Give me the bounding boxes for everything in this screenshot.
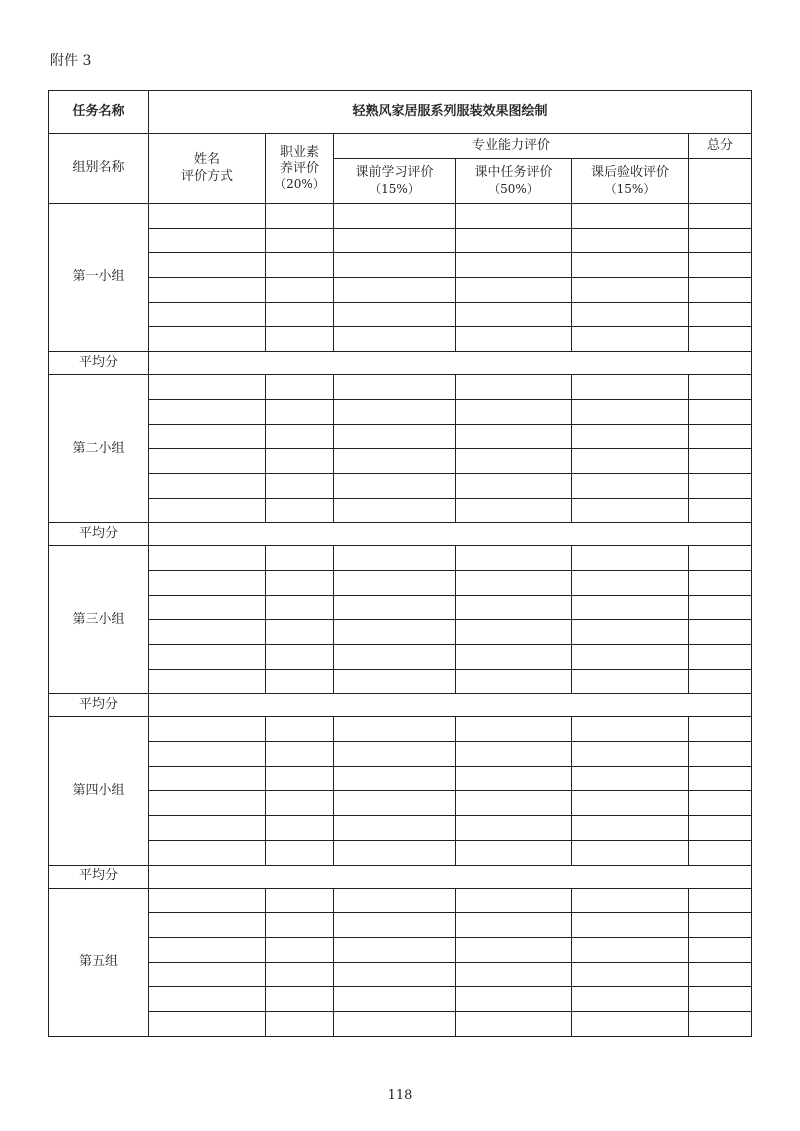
- score-cell[interactable]: [334, 913, 456, 938]
- group-name-cell: 第一小组: [49, 204, 149, 352]
- score-cell[interactable]: [689, 278, 752, 303]
- score-cell[interactable]: [266, 278, 334, 303]
- score-cell[interactable]: [334, 840, 456, 865]
- table-row: [49, 791, 752, 816]
- score-cell[interactable]: [334, 424, 456, 449]
- score-cell[interactable]: [149, 645, 266, 670]
- score-cell[interactable]: [572, 399, 689, 424]
- table-row: [49, 570, 752, 595]
- score-cell[interactable]: [334, 791, 456, 816]
- score-cell[interactable]: [572, 987, 689, 1012]
- score-cell[interactable]: [149, 473, 266, 498]
- score-cell[interactable]: [266, 742, 334, 767]
- score-cell[interactable]: [266, 570, 334, 595]
- name-method-header: [149, 134, 266, 204]
- score-cell[interactable]: [149, 840, 266, 865]
- score-cell[interactable]: [266, 375, 334, 400]
- score-cell[interactable]: [334, 204, 456, 229]
- mid-header-line2: （50%）: [488, 181, 539, 196]
- score-cell[interactable]: [572, 498, 689, 523]
- score-cell[interactable]: [689, 791, 752, 816]
- score-cell[interactable]: [334, 595, 456, 620]
- score-cell[interactable]: [689, 302, 752, 327]
- score-cell[interactable]: [572, 327, 689, 352]
- score-cell[interactable]: [266, 888, 334, 913]
- score-cell[interactable]: [456, 791, 572, 816]
- score-cell[interactable]: [149, 399, 266, 424]
- score-cell[interactable]: [456, 498, 572, 523]
- score-cell[interactable]: [334, 546, 456, 571]
- average-row: [49, 694, 752, 717]
- score-cell[interactable]: [149, 816, 266, 841]
- score-cell[interactable]: [572, 937, 689, 962]
- score-cell[interactable]: [689, 399, 752, 424]
- score-cell[interactable]: [334, 669, 456, 694]
- score-cell[interactable]: [456, 717, 572, 742]
- score-cell[interactable]: [572, 645, 689, 670]
- score-cell[interactable]: [334, 987, 456, 1012]
- mid-class-header: [456, 159, 572, 204]
- score-cell[interactable]: [266, 1011, 334, 1036]
- table-row: [49, 498, 752, 523]
- score-cell[interactable]: [266, 937, 334, 962]
- page-number: 118: [387, 1088, 413, 1103]
- table-row: [49, 766, 752, 791]
- score-cell[interactable]: [689, 669, 752, 694]
- score-cell[interactable]: [572, 595, 689, 620]
- score-cell[interactable]: [149, 546, 266, 571]
- average-value-cell[interactable]: [149, 694, 752, 717]
- score-cell[interactable]: [456, 937, 572, 962]
- attachment-label: 附件 3: [50, 53, 92, 69]
- score-cell[interactable]: [572, 962, 689, 987]
- score-cell[interactable]: [689, 913, 752, 938]
- total-header: 总分: [689, 134, 752, 159]
- group-name-cell: 第三小组: [49, 546, 149, 694]
- score-cell[interactable]: [572, 302, 689, 327]
- score-cell[interactable]: [266, 669, 334, 694]
- score-cell[interactable]: [266, 327, 334, 352]
- score-cell[interactable]: [149, 987, 266, 1012]
- score-cell[interactable]: [149, 717, 266, 742]
- score-cell[interactable]: [266, 816, 334, 841]
- table-row: [49, 473, 752, 498]
- score-cell[interactable]: [334, 888, 456, 913]
- score-cell[interactable]: [334, 278, 456, 303]
- score-cell[interactable]: [572, 473, 689, 498]
- table-row: [49, 253, 752, 278]
- score-cell[interactable]: [689, 937, 752, 962]
- average-row: [49, 865, 752, 888]
- average-value-cell[interactable]: [149, 865, 752, 888]
- score-cell[interactable]: [334, 449, 456, 474]
- table-row: [49, 228, 752, 253]
- score-cell[interactable]: [689, 498, 752, 523]
- score-cell[interactable]: [572, 717, 689, 742]
- score-cell[interactable]: [149, 937, 266, 962]
- table-row: [49, 1011, 752, 1036]
- score-cell[interactable]: [572, 766, 689, 791]
- score-cell[interactable]: [149, 498, 266, 523]
- score-cell[interactable]: [334, 645, 456, 670]
- total-header-blank: [689, 159, 752, 204]
- score-cell[interactable]: [689, 473, 752, 498]
- score-cell[interactable]: [572, 742, 689, 767]
- score-cell[interactable]: [689, 327, 752, 352]
- group-name-cell: 第五组: [49, 888, 149, 1036]
- average-value-cell[interactable]: [149, 523, 752, 546]
- prof-header-line2: 养评价: [279, 161, 319, 176]
- score-cell[interactable]: [149, 742, 266, 767]
- score-cell[interactable]: [149, 327, 266, 352]
- score-cell[interactable]: [266, 498, 334, 523]
- score-cell[interactable]: [149, 913, 266, 938]
- score-cell[interactable]: [334, 1011, 456, 1036]
- score-cell[interactable]: [266, 913, 334, 938]
- score-cell[interactable]: [266, 253, 334, 278]
- prof-header-line1: 职业素: [279, 144, 319, 160]
- table-row: [49, 987, 752, 1012]
- score-cell[interactable]: [334, 717, 456, 742]
- table-row: [49, 424, 752, 449]
- score-cell[interactable]: [689, 840, 752, 865]
- score-cell[interactable]: [572, 1011, 689, 1036]
- score-cell[interactable]: [149, 302, 266, 327]
- score-cell[interactable]: [689, 228, 752, 253]
- evaluation-table: [48, 90, 752, 1037]
- score-cell[interactable]: [456, 620, 572, 645]
- score-cell[interactable]: [334, 742, 456, 767]
- score-cell[interactable]: [149, 278, 266, 303]
- score-cell[interactable]: [266, 645, 334, 670]
- score-cell[interactable]: [456, 840, 572, 865]
- score-cell[interactable]: [689, 595, 752, 620]
- score-cell[interactable]: [456, 987, 572, 1012]
- average-row: [49, 352, 752, 375]
- score-cell[interactable]: [149, 375, 266, 400]
- score-cell[interactable]: [266, 620, 334, 645]
- score-cell[interactable]: [689, 717, 752, 742]
- score-cell[interactable]: [266, 840, 334, 865]
- score-cell[interactable]: [572, 278, 689, 303]
- score-cell[interactable]: [334, 962, 456, 987]
- score-cell[interactable]: [456, 302, 572, 327]
- mid-header-line1: 课中任务评价: [474, 165, 553, 181]
- score-cell[interactable]: [266, 987, 334, 1012]
- score-cell[interactable]: [334, 327, 456, 352]
- score-cell[interactable]: [334, 498, 456, 523]
- table-row: [49, 375, 752, 400]
- score-cell[interactable]: [266, 717, 334, 742]
- group-name-cell: 第四小组: [49, 717, 149, 865]
- post-header-line1: 课后验收评价: [590, 165, 669, 181]
- score-cell[interactable]: [572, 669, 689, 694]
- table-row: [49, 937, 752, 962]
- group-name-header: 组别名称: [49, 134, 149, 204]
- score-cell[interactable]: [689, 962, 752, 987]
- score-cell[interactable]: [572, 228, 689, 253]
- pre-header-line1: 课前学习评价: [355, 165, 434, 181]
- score-cell[interactable]: [266, 228, 334, 253]
- table-row: [49, 449, 752, 474]
- prof-header-line3: （20%）: [274, 177, 325, 192]
- score-cell[interactable]: [572, 546, 689, 571]
- score-cell[interactable]: [456, 962, 572, 987]
- name-header-line2: 评价方式: [180, 168, 233, 184]
- score-cell[interactable]: [689, 570, 752, 595]
- score-cell[interactable]: [572, 791, 689, 816]
- score-cell[interactable]: [149, 669, 266, 694]
- average-label: 平均分: [49, 352, 149, 375]
- score-cell[interactable]: [456, 546, 572, 571]
- score-cell[interactable]: [149, 1011, 266, 1036]
- score-cell[interactable]: [456, 742, 572, 767]
- score-cell[interactable]: [572, 424, 689, 449]
- task-title: 轻熟风家居服系列服装效果图绘制: [149, 91, 752, 134]
- score-cell[interactable]: [456, 327, 572, 352]
- score-cell[interactable]: [689, 375, 752, 400]
- score-cell[interactable]: [149, 595, 266, 620]
- score-cell[interactable]: [689, 204, 752, 229]
- table-row: [49, 669, 752, 694]
- average-row: [49, 523, 752, 546]
- score-cell[interactable]: [456, 913, 572, 938]
- score-cell[interactable]: [456, 595, 572, 620]
- score-cell[interactable]: [572, 816, 689, 841]
- score-cell[interactable]: [689, 449, 752, 474]
- score-cell[interactable]: [572, 620, 689, 645]
- score-cell[interactable]: [334, 937, 456, 962]
- score-cell[interactable]: [689, 546, 752, 571]
- score-cell[interactable]: [456, 570, 572, 595]
- table-row: [49, 302, 752, 327]
- score-cell[interactable]: [572, 913, 689, 938]
- score-cell[interactable]: [572, 888, 689, 913]
- score-cell[interactable]: [689, 253, 752, 278]
- score-cell[interactable]: [334, 375, 456, 400]
- score-cell[interactable]: [149, 228, 266, 253]
- score-cell[interactable]: [149, 962, 266, 987]
- score-cell[interactable]: [334, 766, 456, 791]
- score-cell[interactable]: [149, 253, 266, 278]
- score-cell[interactable]: [149, 570, 266, 595]
- score-cell[interactable]: [572, 375, 689, 400]
- score-cell[interactable]: [456, 766, 572, 791]
- score-cell[interactable]: [572, 449, 689, 474]
- table-row: [49, 742, 752, 767]
- score-cell[interactable]: [689, 620, 752, 645]
- score-cell[interactable]: [572, 840, 689, 865]
- score-cell[interactable]: [266, 449, 334, 474]
- score-cell[interactable]: [572, 253, 689, 278]
- average-value-cell[interactable]: [149, 352, 752, 375]
- score-cell[interactable]: [689, 742, 752, 767]
- score-cell[interactable]: [456, 473, 572, 498]
- table-row: [49, 620, 752, 645]
- score-cell[interactable]: [689, 1011, 752, 1036]
- score-cell[interactable]: [334, 302, 456, 327]
- score-cell[interactable]: [149, 449, 266, 474]
- table-row: [49, 888, 752, 913]
- ability-header: 专业能力评价: [334, 134, 689, 159]
- post-header-line2: （15%）: [604, 181, 656, 196]
- score-cell[interactable]: [334, 228, 456, 253]
- score-cell[interactable]: [689, 645, 752, 670]
- table-row: [49, 645, 752, 670]
- score-cell[interactable]: [334, 253, 456, 278]
- score-cell[interactable]: [149, 204, 266, 229]
- score-cell[interactable]: [572, 570, 689, 595]
- table-row: [49, 399, 752, 424]
- table-row: [49, 962, 752, 987]
- table-row: [49, 595, 752, 620]
- score-cell[interactable]: [334, 570, 456, 595]
- score-cell[interactable]: [456, 449, 572, 474]
- score-cell[interactable]: [266, 595, 334, 620]
- score-cell[interactable]: [456, 669, 572, 694]
- score-cell[interactable]: [456, 888, 572, 913]
- score-cell[interactable]: [149, 888, 266, 913]
- post-class-header: [572, 159, 689, 204]
- score-cell[interactable]: [689, 987, 752, 1012]
- table-row: [49, 816, 752, 841]
- score-cell[interactable]: [456, 399, 572, 424]
- score-cell[interactable]: [456, 645, 572, 670]
- table-row: [49, 204, 752, 229]
- professional-quality-header: [266, 134, 334, 204]
- score-cell[interactable]: [456, 278, 572, 303]
- score-cell[interactable]: [689, 888, 752, 913]
- score-cell[interactable]: [334, 399, 456, 424]
- score-cell[interactable]: [149, 620, 266, 645]
- table-row: [49, 840, 752, 865]
- table-row: [49, 327, 752, 352]
- score-cell[interactable]: [266, 962, 334, 987]
- average-label: 平均分: [49, 694, 149, 717]
- score-cell[interactable]: [456, 228, 572, 253]
- table-row: [49, 546, 752, 571]
- score-cell[interactable]: [689, 424, 752, 449]
- score-cell[interactable]: [266, 424, 334, 449]
- score-cell[interactable]: [456, 204, 572, 229]
- group-name-cell: 第二小组: [49, 375, 149, 523]
- average-label: 平均分: [49, 523, 149, 546]
- score-cell[interactable]: [266, 473, 334, 498]
- score-cell[interactable]: [149, 791, 266, 816]
- score-cell[interactable]: [334, 473, 456, 498]
- score-cell[interactable]: [334, 620, 456, 645]
- pre-class-header: [334, 159, 456, 204]
- table-row: [49, 717, 752, 742]
- score-cell[interactable]: [689, 766, 752, 791]
- score-cell[interactable]: [266, 302, 334, 327]
- name-header-line1: 姓名: [193, 152, 220, 168]
- average-label: 平均分: [49, 865, 149, 888]
- score-cell[interactable]: [456, 253, 572, 278]
- score-cell[interactable]: [266, 204, 334, 229]
- score-cell[interactable]: [149, 424, 266, 449]
- pre-header-line2: （15%）: [369, 181, 420, 196]
- score-cell[interactable]: [689, 816, 752, 841]
- table-row: [49, 278, 752, 303]
- score-cell[interactable]: [334, 816, 456, 841]
- score-cell[interactable]: [456, 424, 572, 449]
- score-cell[interactable]: [456, 1011, 572, 1036]
- task-name-label: 任务名称: [49, 91, 149, 134]
- score-cell[interactable]: [266, 399, 334, 424]
- score-cell[interactable]: [266, 791, 334, 816]
- table-row: [49, 913, 752, 938]
- score-cell[interactable]: [266, 766, 334, 791]
- score-cell[interactable]: [149, 766, 266, 791]
- score-cell[interactable]: [572, 204, 689, 229]
- score-cell[interactable]: [456, 816, 572, 841]
- score-cell[interactable]: [456, 375, 572, 400]
- score-cell[interactable]: [266, 546, 334, 571]
